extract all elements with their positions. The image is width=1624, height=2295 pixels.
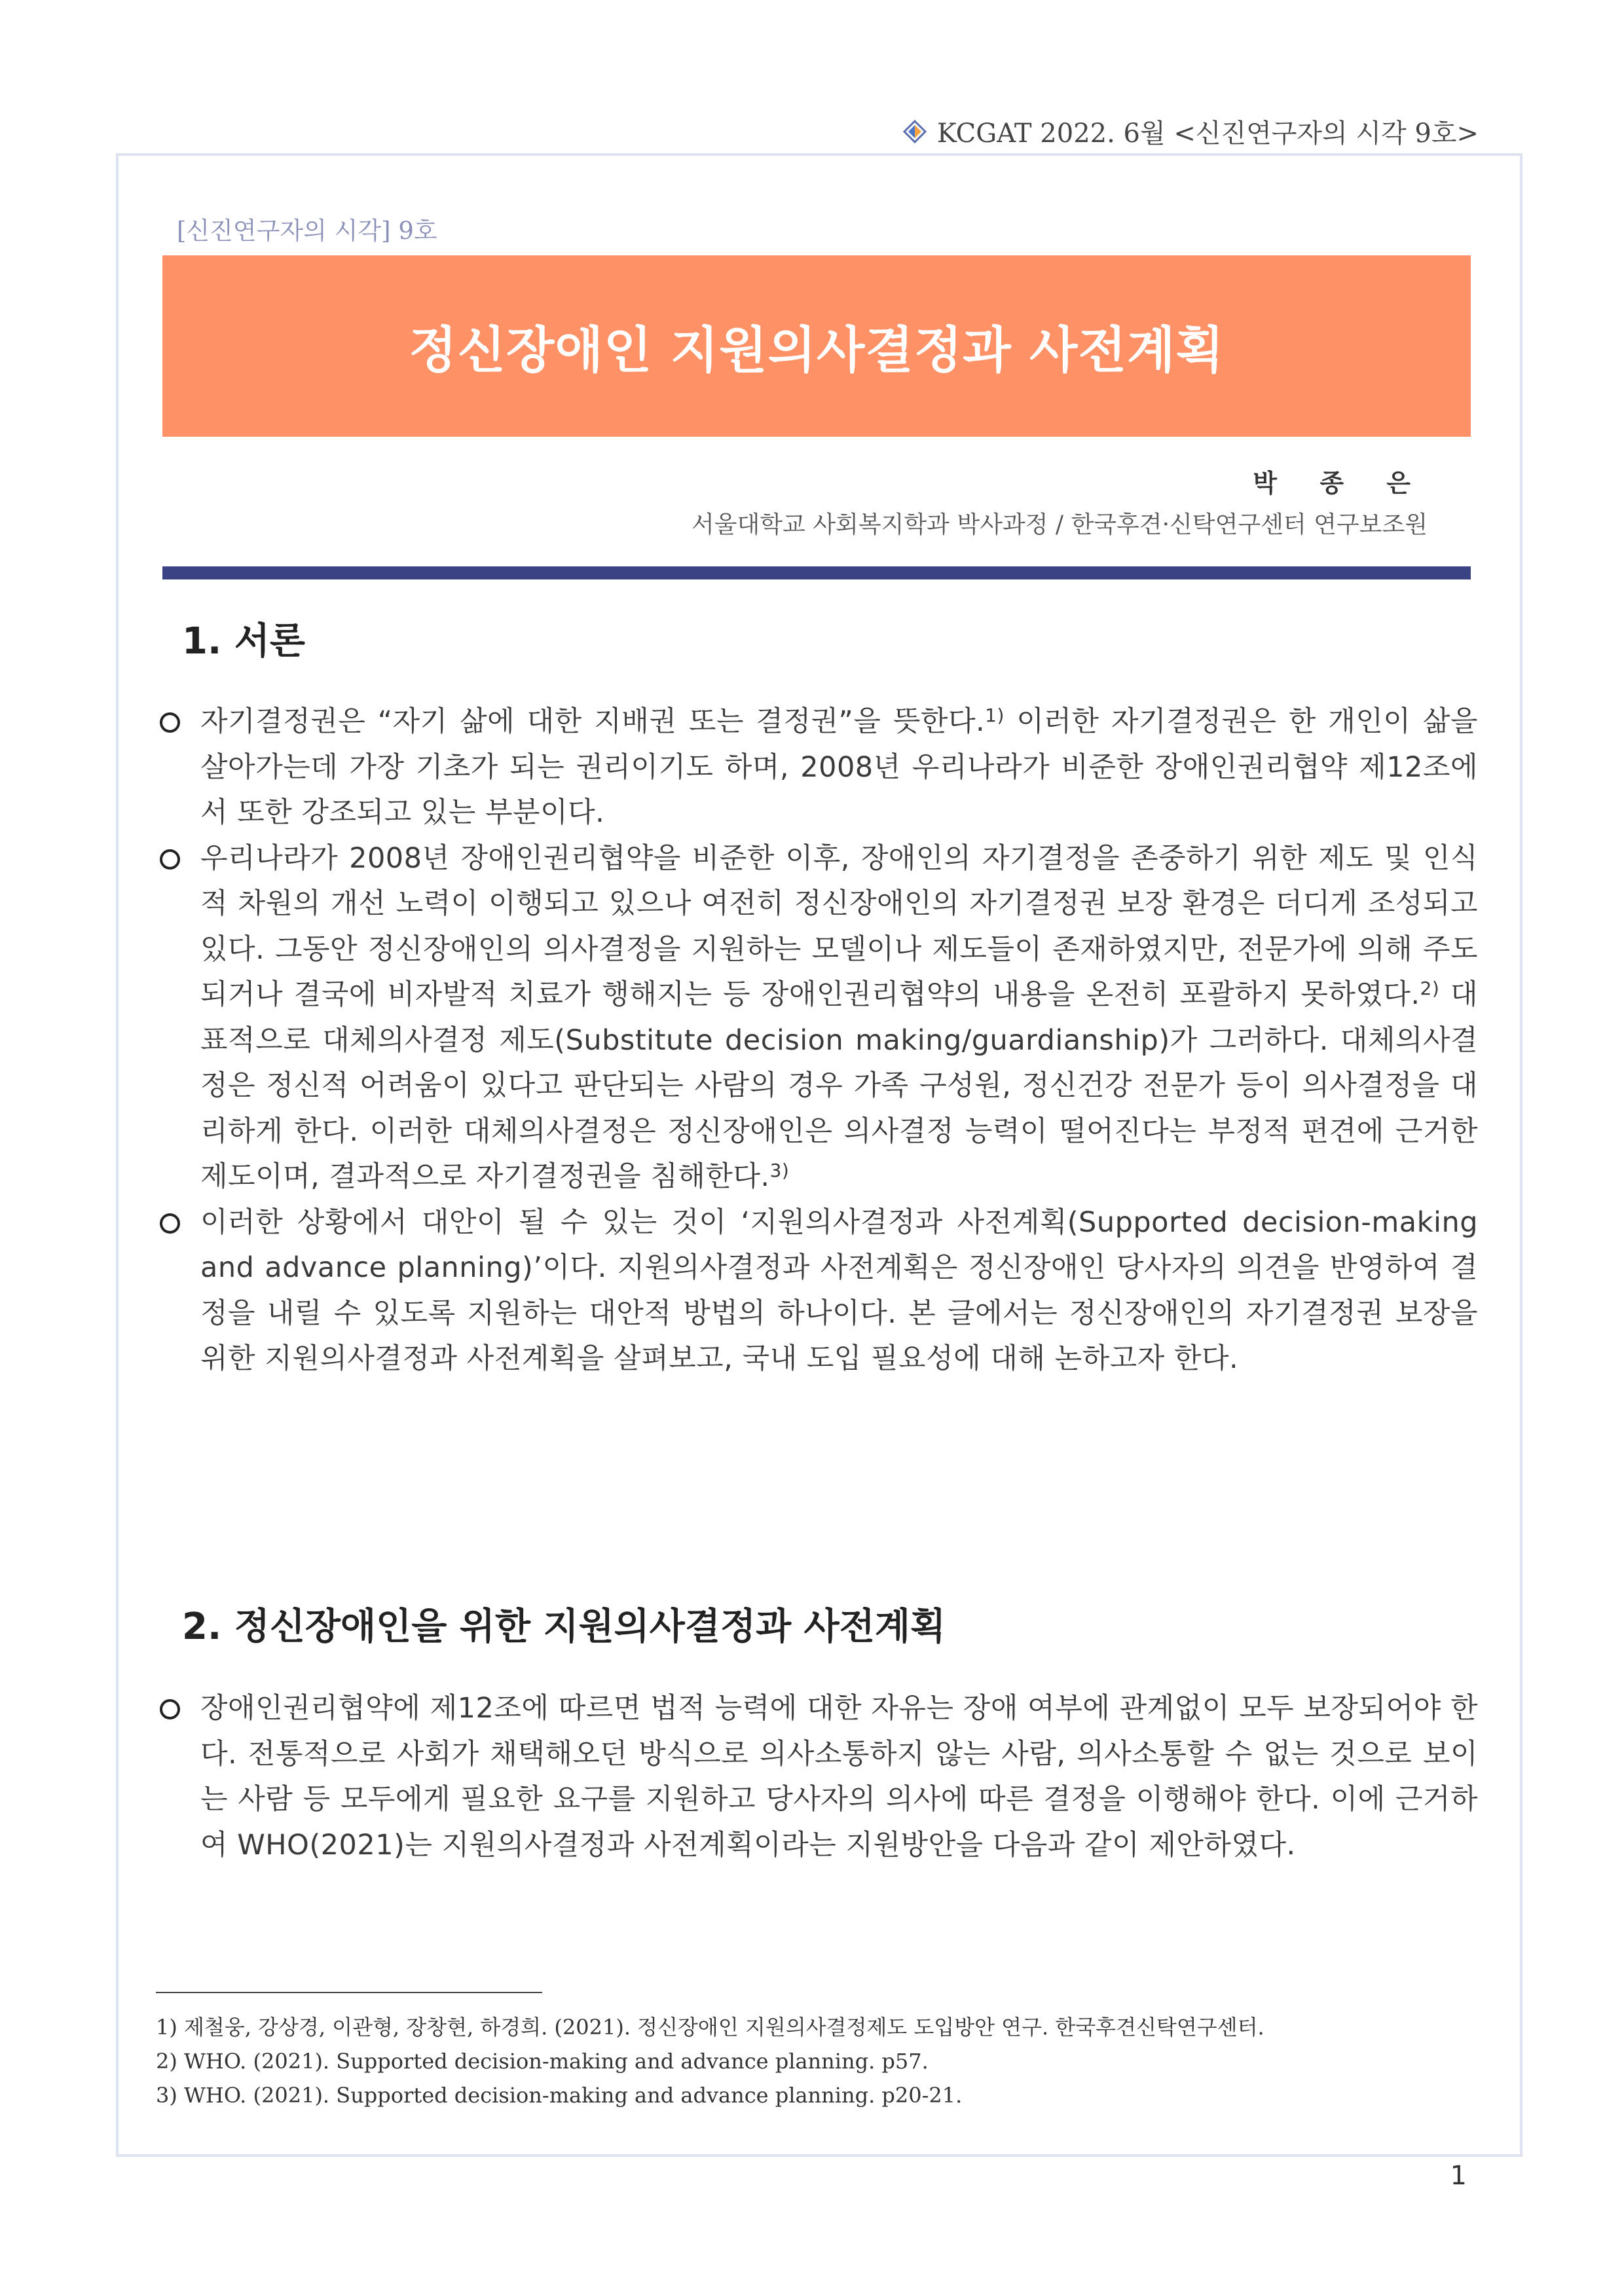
bullet-paragraph bbox=[157, 836, 1478, 1200]
bullet-paragraph bbox=[157, 699, 1478, 836]
circle-bullet-icon bbox=[160, 712, 180, 733]
circle-bullet-icon bbox=[160, 1699, 180, 1719]
paragraph-text: 장애인권리협약에 제12조에 따르면 법적 능력에 대한 자유는 장애 여부에 관계없이 모두 보장되어야 한다. 전통적으로 사회가 채택해오던 방식으로 의사소통하지 않는 사람, 의사소통할 수 없는 것으로 보이는 사람 등 모두에게 필요한 요구를 지원하고 당사자의 의사에 따른 결정을 이행해야 한다. 이에 근거하여 WHO(2021)는 지원의사결정과 사전계획이라는 지원방안을 다음과 같이 제안하였다. bbox=[200, 1692, 1478, 1862]
title-banner bbox=[162, 255, 1471, 437]
section1-bullet-list bbox=[157, 699, 1478, 1382]
section-heading-introduction: 1. 서론 bbox=[182, 620, 305, 663]
divider-rule bbox=[162, 566, 1471, 579]
author-affiliation: 서울대학교 사회복지학과 박사과정 / 한국후견·신탁연구센터 연구보조원 bbox=[691, 511, 1428, 538]
section2-bullet-list bbox=[157, 1686, 1478, 1868]
diamond-arrows-icon bbox=[902, 119, 928, 145]
section-heading-supported-decision: 2. 정신장애인을 위한 지원의사결정과 사전계획 bbox=[182, 1606, 946, 1648]
footnote-marker: 3) bbox=[769, 1160, 790, 1181]
paragraph-text: 이러한 상황에서 대안이 될 수 있는 것이 ‘지원의사결정과 사전계획(Supported decision-making and advance planning)’이다. 지원의사결정과 사전계획은 정신장애인 당사자의 의견을 반영하여 결정을 내릴 수 있도록 지원하는 대안적 방법의 하나이다. 본 글에서는 정신장애인의 자기결정권 보장을 위한 지원의사결정과 사전계획을 살펴보고, 국내 도입 필요성에 대해 논하고자 한다. bbox=[200, 1205, 1478, 1375]
running-title: KCGAT 2022. 6월 <신진연구자의 시각 9호> bbox=[936, 119, 1479, 149]
footnote-item: 1) 제철웅, 강상경, 이관형, 장창현, 하경희. (2021). 정신장애인 지원의사결정제도 도입방안 연구. 한국후견신탁연구센터. bbox=[156, 2015, 1264, 2040]
running-header bbox=[902, 113, 1479, 150]
paragraph-text: 대표적으로 대체의사결정 제도(Substitute decision making/guardianship)가 그러하다. 대체의사결정은 정신적 어려움이 있다고 판단되는 사람의 경우 가족 구성원, 정신건강 전문가 등이 의사결정을 대리하게 한다. 이러한 대체의사결정은 정신장애인은 의사결정 능력이 떨어진다는 부정적 편견에 근거한 제도이며, 결과적으로 자기결정권을 침해한다. bbox=[200, 978, 1478, 1193]
footnote-marker: 2) bbox=[1420, 978, 1440, 999]
author-name: 박 종 은 bbox=[1253, 468, 1428, 498]
bullet-paragraph bbox=[157, 1686, 1478, 1868]
page-number: 1 bbox=[1450, 2161, 1467, 2191]
paragraph-text: 이러한 자기결정권은 한 개인이 삶을 살아가는데 가장 기초가 되는 권리이기도 하며, 2008년 우리나라가 비준한 장애인권리협약 제12조에서 또한 강조되고 있는 부분이다. bbox=[200, 705, 1478, 829]
footnote-divider bbox=[156, 1992, 542, 1993]
footnote-item: 3) WHO. (2021). Supported decision-making and advance planning. p20-21. bbox=[156, 2083, 963, 2108]
footnote-list bbox=[156, 2010, 1264, 2112]
paragraph-text: 자기결정권은 “자기 삶에 대한 지배권 또는 결정권”을 뜻한다. bbox=[200, 705, 986, 738]
footnote-marker: 1) bbox=[985, 705, 1005, 726]
paragraph-text: 우리나라가 2008년 장애인권리협약을 비준한 이후, 장애인의 자기결정을 존중하기 위한 제도 및 인식적 차원의 개선 노력이 이행되고 있으나 여전히 정신장애인의 자기결정권 보장 환경은 더디게 조성되고 있다. 그동안 정신장애인의 의사결정을 지원하는 모델이나 제도들이 존재하였지만, 전문가에 의해 주도되거나 결국에 비자발적 치료가 행해지는 등 장애인권리협약의 내용을 온전히 포괄하지 못하였다. bbox=[200, 841, 1478, 1011]
bullet-paragraph bbox=[157, 1200, 1478, 1382]
footnote-item: 2) WHO. (2021). Supported decision-making and advance planning. p57. bbox=[156, 2049, 929, 2074]
circle-bullet-icon bbox=[160, 849, 180, 870]
page-title: 정신장애인 지원의사결정과 사전계획 bbox=[409, 321, 1225, 379]
circle-bullet-icon bbox=[160, 1213, 180, 1234]
series-tag: [신진연구자의 시각] 9호 bbox=[177, 217, 437, 245]
